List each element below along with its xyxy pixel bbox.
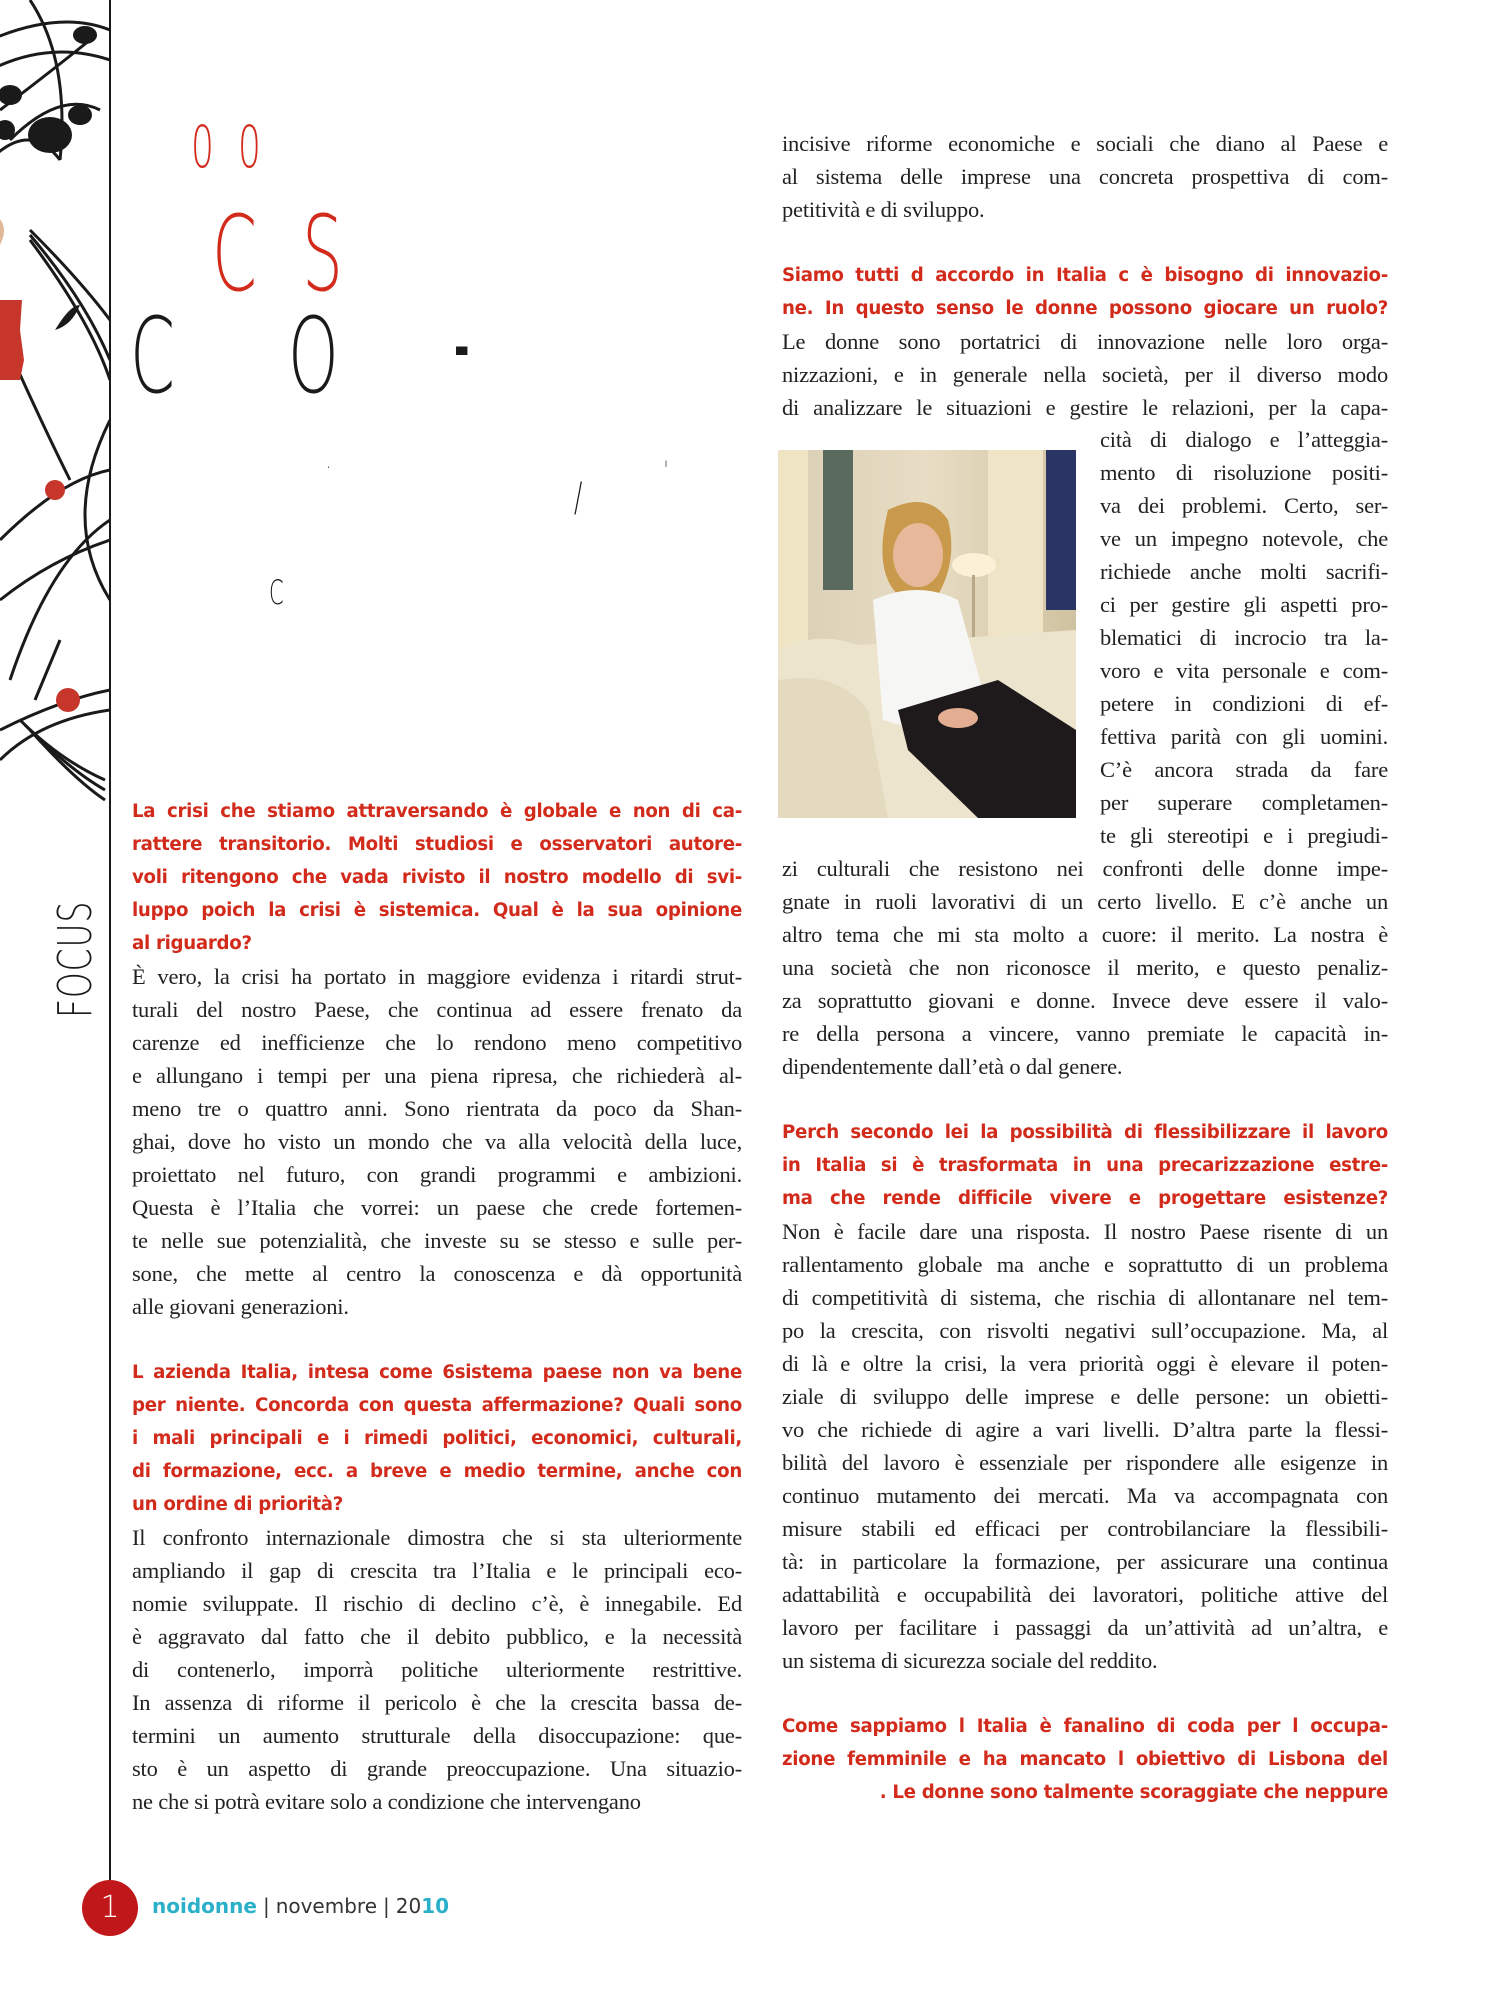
title-fragment: / <box>574 475 583 521</box>
answer-line: una società che non riconosce il merito, e questo penaliz- <box>782 955 1388 980</box>
floral-illustration-icon <box>0 0 110 1000</box>
answer-line: nizzazioni, e in generale nella società, per il diverso modo <box>782 362 1388 387</box>
answer-line: mento di risoluzione positi- <box>1100 460 1388 485</box>
answer-line: rallentamento globale ma anche e soprattutto di un problema <box>782 1252 1388 1277</box>
question-line: Perch secondo lei la possibilità di flessibilizzare il lavoro <box>782 1122 1388 1143</box>
title-fragment: C <box>269 573 284 613</box>
answer-line: petitività e di sviluppo. <box>782 197 985 222</box>
answer-line: incisive riforme economiche e sociali che diano al Paese e <box>782 131 1388 156</box>
answer-line: Questa è l’Italia che vorrei: un paese che crede fortemen- <box>132 1195 742 1220</box>
magazine-name: noidonne <box>152 1894 257 1918</box>
answer-line: adattabilità e occupabilità dei lavoratori, politiche attive del <box>782 1582 1388 1607</box>
answer-line: carenze ed inefficienze che lo rendono meno competitivo <box>132 1030 742 1055</box>
left-column <box>132 795 742 1818</box>
answer-line: vo che richiede di agire a vari livelli. D’altra parte la flessi- <box>782 1417 1388 1442</box>
answer-line: zi culturali che resistono nei confronti delle donne impe- <box>782 856 1388 881</box>
question-line: Siamo tutti d accordo in Italia c è bisogno di innovazio- <box>782 265 1388 286</box>
question-line: La crisi che stiamo attraversando è globale e non di ca- <box>132 801 742 822</box>
answer-line: misure stabili ed efficaci per controbilanciare la flessibili- <box>782 1516 1388 1541</box>
answer-line: Le donne sono portatrici di innovazione nelle loro orga- <box>782 329 1388 354</box>
page-number-badge: 1 <box>82 1880 138 1936</box>
answer-line: ghai, dove ho visto un mondo che va alla velocità della luce, <box>132 1129 742 1154</box>
portrait-photo-icon <box>778 450 1076 818</box>
answer-line: petere in condizioni di ef- <box>1100 691 1388 716</box>
question-line: ma che rende difficile vivere e progettare esistenze? <box>782 1188 1388 1209</box>
question-line: L azienda Italia, intesa come 6sistema paese non va bene <box>132 1362 742 1383</box>
question-line: un ordine di priorità? <box>132 1494 343 1515</box>
title-fragment: ' <box>664 456 669 484</box>
answer-line: te nelle sue potenzialità, che investe su se stesso e sulle per- <box>132 1228 742 1253</box>
answer-line: altro tema che mi sta molto a cuore: il merito. La nostra è <box>782 922 1388 947</box>
question-line: per niente. Concorda con questa affermazione? Quali sono <box>132 1395 742 1416</box>
question-line: . Le donne sono talmente scoraggiate che neppure <box>879 1782 1388 1803</box>
question-line: rattere transitorio. Molti studiosi e osservatori autore- <box>132 834 742 855</box>
title-fragment: O <box>288 295 339 417</box>
title-fragment: - <box>454 313 470 383</box>
answer-line: al sistema delle imprese una concreta prospettiva di com- <box>782 164 1388 189</box>
question-line: in Italia si è trasformata in una precarizzazione estre- <box>782 1155 1388 1176</box>
answer-line: C’è ancora strada da fare <box>1100 757 1388 782</box>
answer-line: ne che si potrà evitare solo a condizione che intervengano <box>132 1789 641 1814</box>
answer-line: Il confronto internazionale dimostra che si sta ulteriormente <box>132 1525 742 1550</box>
answer-line: dipendentemente dall’età o dal genere. <box>782 1054 1123 1079</box>
issue-year-prefix: 20 <box>395 1894 422 1918</box>
title-fragment: 0 <box>238 113 261 181</box>
answer-line: richiede anche molti sacrifi- <box>1100 559 1388 584</box>
title-fragment: S <box>302 193 343 315</box>
answer-line: blematici di incrocio tra la- <box>1100 625 1388 650</box>
interviewee-photo <box>778 450 1076 818</box>
paragraph-gap <box>782 1083 1388 1116</box>
answer-line: alle giovani generazioni. <box>132 1294 349 1319</box>
footer-separator: | <box>383 1894 390 1918</box>
right-column-bottom <box>782 852 1388 1809</box>
answer-line: fettiva parità con gli uomini. <box>1100 724 1388 749</box>
answer-line: di contenerlo, imporrà politiche ulteriormente restrittive. <box>132 1657 742 1682</box>
answer-line: è aggravato dal fatto che il debito pubblico, e la necessità <box>132 1624 742 1649</box>
answer-line: termini un aumento strutturale della disoccupazione: que- <box>132 1723 742 1748</box>
answer-line: lavoro per facilitare i passaggi da un’attività ad un’altra, e <box>782 1615 1388 1640</box>
question-line: luppo poich la crisi è sistemica. Qual è la sua opinione <box>132 900 742 921</box>
paragraph-gap <box>782 226 1388 259</box>
answer-line: meno tre o quattro anni. Sono rientrata da poco da Shan- <box>132 1096 742 1121</box>
answer-line: gnate in ruoli lavorativi di un certo livello. E c’è anche un <box>782 889 1388 914</box>
answer-line: bilità del lavoro è essenziale per rispondere alle esigenze in <box>782 1450 1388 1475</box>
answer-line: È vero, la crisi ha portato in maggiore evidenza i ritardi strut- <box>132 964 742 989</box>
question-line: i mali principali e i rimedi politici, economici, culturali, <box>132 1428 742 1449</box>
issue-year-suffix: 10 <box>421 1894 450 1918</box>
answer-line: te gli stereotipi e i pregiudi- <box>1100 823 1388 848</box>
answer-line: ampliando il gap di crescita tra l’Italia e le principali eco- <box>132 1558 742 1583</box>
title-fragment: . <box>326 446 331 474</box>
answer-line: sone, che mette al centro la conoscenza e dà opportunità <box>132 1261 742 1286</box>
question-line: voli ritengono che vada rivisto il nostro modello di svi- <box>132 867 742 888</box>
paragraph-gap <box>782 1677 1388 1710</box>
answer-line: e allungano i tempi per una piena ripresa, che richiederà al- <box>132 1063 742 1088</box>
answer-line: va dei problemi. Certo, ser- <box>1100 493 1388 518</box>
answer-line: proiettato nel futuro, con grandi programmi e ambizioni. <box>132 1162 742 1187</box>
title-fragment: C <box>212 193 258 315</box>
answer-line: ci per gestire gli aspetti pro- <box>1100 592 1388 617</box>
vertical-rule <box>109 0 111 1880</box>
answer-line: voro e vita personale e com- <box>1100 658 1388 683</box>
title-fragment: 0 <box>191 113 214 181</box>
answer-line: po la crescita, con risvolti negativi sull’occupazione. Ma, al <box>782 1318 1388 1343</box>
question-line: zione femminile e ha mancato l obiettivo di Lisbona del <box>782 1749 1388 1770</box>
answer-line: za soprattutto giovani e donne. Invece deve essere il valo- <box>782 988 1388 1013</box>
section-label: FOCUS <box>48 900 102 1018</box>
right-column-wrap <box>1100 423 1388 852</box>
answer-line: ve un impegno notevole, che <box>1100 526 1388 551</box>
answer-line: di competitività di sistema, che rischia di allontanare nel tem- <box>782 1285 1388 1310</box>
answer-line: tà: in particolare la formazione, per assicurare una continua <box>782 1549 1388 1574</box>
answer-line: In assenza di riforme il pericolo è che la crescita bassa de- <box>132 1690 742 1715</box>
footer-credit <box>152 1894 449 1918</box>
title-fragment: C <box>130 295 176 417</box>
question-line: al riguardo? <box>132 933 252 954</box>
answer-line: nomie sviluppate. Il rischio di declino c’è, è innegabile. Ed <box>132 1591 742 1616</box>
answer-line: per superare completamen- <box>1100 790 1388 815</box>
paragraph-gap <box>132 1323 742 1356</box>
answer-line: Non è facile dare una risposta. Il nostro Paese risente di un <box>782 1219 1388 1244</box>
answer-line: continuo mutamento dei mercati. Ma va accompagnata con <box>782 1483 1388 1508</box>
answer-line: un sistema di sicurezza sociale del reddito. <box>782 1648 1158 1673</box>
floral-illustration <box>0 0 110 1000</box>
answer-line: turali del nostro Paese, che continua ad essere frenato da <box>132 997 742 1022</box>
answer-line: re della persona a vincere, vanno premiate le capacità in- <box>782 1021 1388 1046</box>
answer-line: di analizzare le situazioni e gestire le relazioni, per la capa- <box>782 395 1388 420</box>
answer-line: sto è un aspetto di grande preoccupazione. Una situazio- <box>132 1756 742 1781</box>
answer-line: ziale di sviluppo delle imprese e delle persone: un obietti- <box>782 1384 1388 1409</box>
right-column-top <box>782 127 1388 424</box>
issue-month: novembre <box>275 1894 378 1918</box>
question-line: ne. In questo senso le donne possono giocare un ruolo? <box>782 298 1388 319</box>
question-line: di formazione, ecc. a breve e medio termine, anche con <box>132 1461 742 1482</box>
question-line: Come sappiamo l Italia è fanalino di coda per l occupa- <box>782 1716 1388 1737</box>
answer-line: di là e oltre la crisi, la vera priorità oggi è elevare il poten- <box>782 1351 1388 1376</box>
answer-line: cità di dialogo e l’atteggia- <box>1100 427 1388 452</box>
footer-separator: | <box>262 1894 270 1918</box>
